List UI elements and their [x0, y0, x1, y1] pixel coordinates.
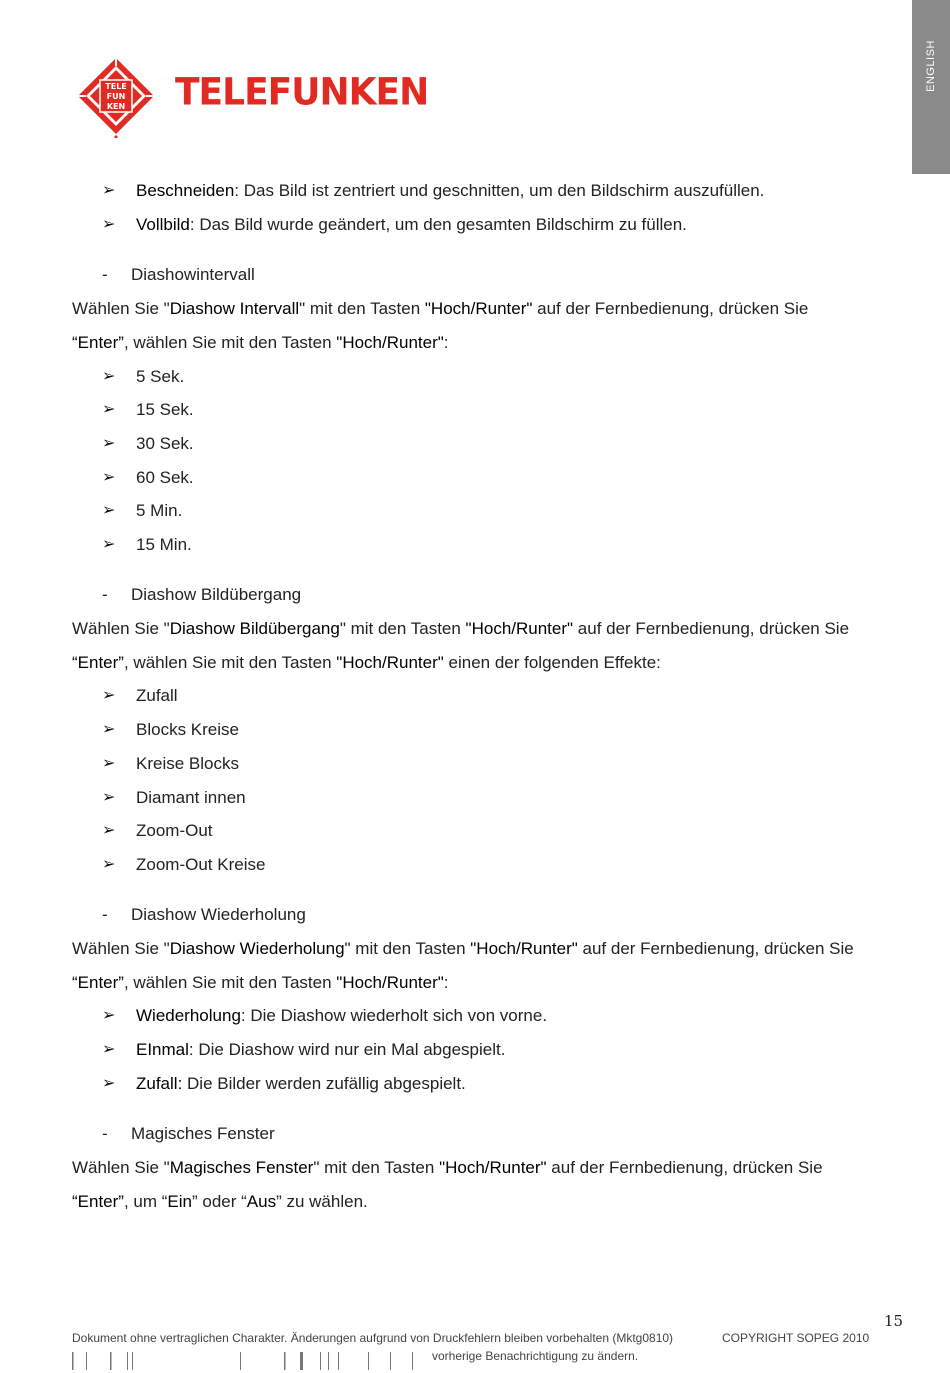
paragraph-line: “Enter”, wählen Sie mit den Tasten "Hoch/Runter": [72, 973, 449, 992]
arrow-bullet-icon: ➢ [102, 368, 116, 385]
paragraph-line: Wählen Sie "Diashow Bildübergang" mit den Tasten "Hoch/Runter" auf der Fernbedienung, drücken Sie [72, 619, 850, 638]
language-tab [912, 0, 950, 174]
arrow-bullet-icon: ➢ [102, 401, 116, 418]
svg-text:TELE: TELE [105, 82, 127, 91]
arrow-bullet-icon: ➢ [102, 687, 116, 704]
arrow-bullet-icon: ➢ [102, 1075, 116, 1092]
arrow-bullet-icon: ➢ [102, 435, 116, 452]
footer-disclaimer: Dokument ohne vertraglichen Charakter. Änderungen aufgrund von Druckfehlern bleiben vorbehalten (Mktg0810) [72, 1331, 674, 1345]
footer-disclaimer-continued: vorherige Benachrichtigung zu ändern. [432, 1349, 639, 1363]
arrow-bullet-icon: ➢ [102, 182, 116, 199]
paragraph-line: “Enter”, um “Ein” oder “Aus” zu wählen. [72, 1192, 368, 1211]
footer-copyright: COPYRIGHT SOPEG 2010 [722, 1331, 870, 1345]
paragraph-line: “Enter”, wählen Sie mit den Tasten "Hoch/Runter": [72, 333, 449, 352]
brand-wordmark: TELEFUNKEN [175, 70, 429, 115]
svg-text:KEN: KEN [106, 102, 126, 111]
language-tab-label: ENGLISH [925, 40, 937, 92]
arrow-bullet-icon: ➢ [102, 755, 116, 772]
arrow-bullet-icon: ➢ [102, 216, 116, 233]
paragraph-line: Wählen Sie "Diashow Intervall" mit den Tasten "Hoch/Runter" auf der Fernbedienung, drücken Sie [72, 299, 809, 318]
barcode-icon [72, 1350, 432, 1372]
arrow-bullet-icon: ➢ [102, 856, 116, 873]
paragraph-line: Wählen Sie "Magisches Fenster" mit den Tasten "Hoch/Runter" auf der Fernbedienung, drücken Sie [72, 1158, 823, 1177]
svg-text:FUN: FUN [106, 92, 126, 101]
paragraph-line: “Enter”, wählen Sie mit den Tasten "Hoch/Runter" einen der folgenden Effekte: [72, 653, 661, 672]
paragraph-line: Wählen Sie "Diashow Wiederholung" mit den Tasten "Hoch/Runter" auf der Fernbedienung, drücken Sie [72, 939, 854, 958]
page-number: 15 [884, 1312, 904, 1330]
arrow-bullet-icon: ➢ [102, 1007, 116, 1024]
arrow-bullet-icon: ➢ [102, 502, 116, 519]
arrow-bullet-icon: ➢ [102, 1041, 116, 1058]
arrow-bullet-icon: ➢ [102, 789, 116, 806]
arrow-bullet-icon: ➢ [102, 536, 116, 553]
arrow-bullet-icon: ➢ [102, 721, 116, 738]
arrow-bullet-icon: ➢ [102, 822, 116, 839]
arrow-bullet-icon: ➢ [102, 469, 116, 486]
